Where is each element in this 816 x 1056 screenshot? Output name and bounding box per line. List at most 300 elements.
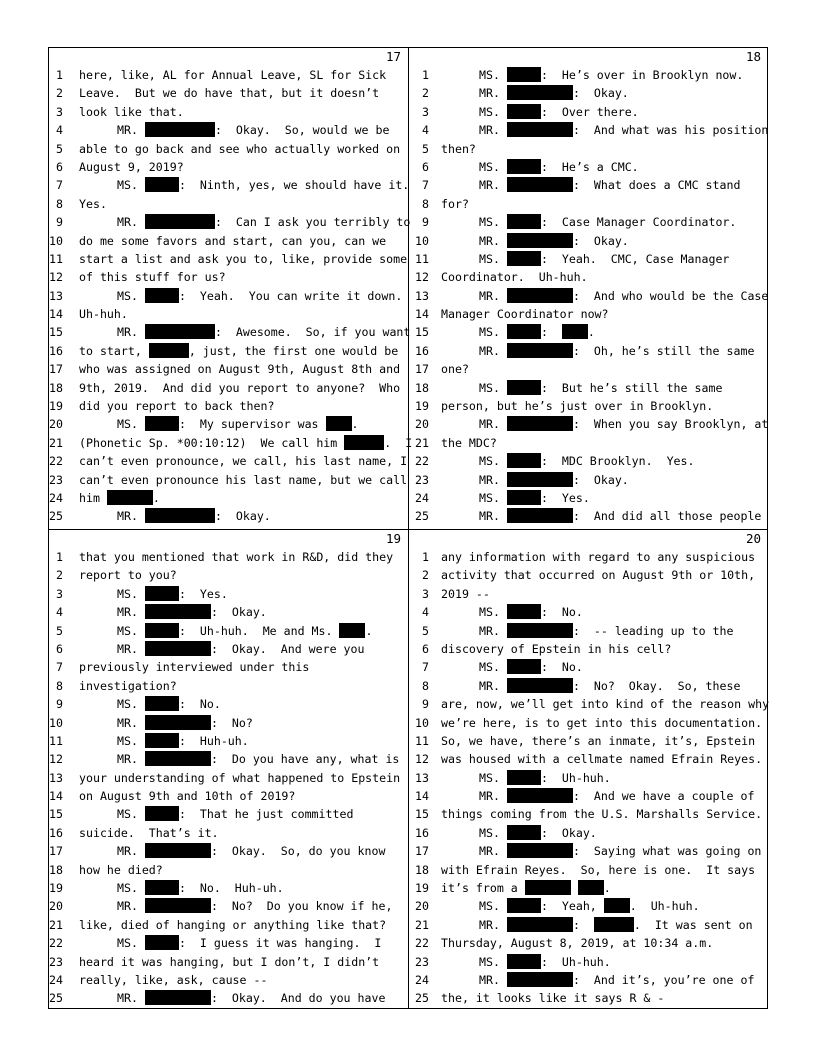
line-number: 23 xyxy=(415,954,429,969)
line-number: 20 xyxy=(415,417,429,432)
line-text: do me some favors and start, can you, can we xyxy=(79,233,387,248)
redaction-bar xyxy=(145,641,211,656)
transcript-page-17 xyxy=(49,48,413,529)
transcript-line xyxy=(49,787,408,805)
line-text: MS. : That he just committed xyxy=(117,807,354,822)
line-number: 23 xyxy=(49,954,63,969)
redaction-bar xyxy=(145,751,211,766)
speaker-label: MR. xyxy=(117,844,138,859)
transcript-line xyxy=(409,415,768,433)
line-text: MS. : Okay. xyxy=(479,825,597,840)
transcript-line xyxy=(409,434,768,452)
line-text: MS. : Yeah. You can write it down. xyxy=(117,288,403,303)
transcript-line xyxy=(409,989,768,1007)
speaker-label: MS. xyxy=(117,623,138,638)
line-number: 14 xyxy=(49,307,63,322)
transcript-line xyxy=(49,695,408,713)
line-text: the, it looks like it says R & - xyxy=(441,991,665,1006)
line-number: 10 xyxy=(415,715,429,730)
line-number: 11 xyxy=(415,251,429,266)
transcript-line xyxy=(409,342,768,360)
transcript-page-20 xyxy=(409,530,768,1011)
transcript-line xyxy=(409,658,768,676)
line-number: 19 xyxy=(415,399,429,414)
redaction-bar xyxy=(145,324,215,339)
line-number: 1 xyxy=(56,550,63,564)
line-text: MS. : Uh-huh. xyxy=(479,954,611,969)
line-number: 16 xyxy=(415,825,429,840)
page-number: 19 xyxy=(385,531,401,546)
line-number: 19 xyxy=(49,399,63,414)
line-text: MS. : Case Manager Coordinator. xyxy=(479,215,737,230)
speaker-label: MS. xyxy=(117,586,138,601)
line-text: MS. : Uh-huh. Me and Ms. . xyxy=(117,623,373,638)
speaker-label: MR. xyxy=(117,715,138,730)
line-number: 10 xyxy=(49,715,63,730)
line-text: start a list and ask you to, like, provide some xyxy=(79,251,408,266)
speaker-label: MS. xyxy=(479,454,500,469)
line-number: 6 xyxy=(422,159,429,174)
redaction-bar xyxy=(145,898,211,913)
transcript-line xyxy=(409,714,768,732)
redaction-bar xyxy=(507,159,541,174)
transcript-line xyxy=(409,695,768,713)
line-number: 16 xyxy=(49,343,63,358)
transcript-line xyxy=(49,658,408,676)
line-text: MR. : What does a CMC stand xyxy=(479,178,741,193)
speaker-label: MR. xyxy=(117,605,138,620)
line-text: MR. : Saying what was going on xyxy=(479,844,762,859)
speaker-label: MS. xyxy=(479,380,500,395)
line-number: 7 xyxy=(56,660,63,675)
line-text: MR. : And did all those people xyxy=(479,509,762,524)
redaction-bar xyxy=(507,843,573,858)
line-text: MR. : And it’s, you’re one of xyxy=(479,972,755,987)
transcript-line xyxy=(49,176,408,194)
redaction-bar xyxy=(507,954,541,969)
line-text: can’t even pronounce his last name, but we call xyxy=(79,472,408,487)
line-text: it’s from a . xyxy=(441,881,611,896)
redaction-bar xyxy=(507,343,573,358)
line-text: MR. : Okay. So, would we be xyxy=(117,123,390,138)
transcript-line xyxy=(409,824,768,842)
speaker-label: MR. xyxy=(479,678,500,693)
speaker-label: MS. xyxy=(117,733,138,748)
line-text: look like that. xyxy=(79,104,184,119)
line-number: 9 xyxy=(422,215,429,230)
redaction-bar xyxy=(145,416,179,431)
line-number: 8 xyxy=(422,196,429,211)
redaction-bar xyxy=(145,586,179,601)
redaction-bar xyxy=(145,715,211,730)
line-number: 3 xyxy=(56,586,63,601)
transcript-line xyxy=(49,861,408,879)
line-number: 5 xyxy=(422,623,429,638)
redaction-bar xyxy=(507,972,573,987)
transcript-line xyxy=(49,916,408,934)
redaction-bar xyxy=(507,233,573,248)
speaker-label: MR. xyxy=(117,509,138,524)
line-number: 2 xyxy=(422,568,429,583)
line-text: suicide. That’s it. xyxy=(79,825,219,840)
line-text: MS. : Huh-uh. xyxy=(117,733,249,748)
line-number: 2 xyxy=(56,86,63,101)
line-text: MR. : Awesome. So, if you want xyxy=(117,325,411,340)
speaker-label: MR. xyxy=(479,86,500,101)
redaction-bar xyxy=(145,214,215,229)
transcript-line xyxy=(409,140,768,158)
speaker-label: MS. xyxy=(117,807,138,822)
line-text: MS. : Over there. xyxy=(479,104,639,119)
transcript-page xyxy=(48,47,768,1009)
transcript-line xyxy=(409,861,768,879)
line-number: 9 xyxy=(56,215,63,230)
redaction-bar xyxy=(507,453,541,468)
speaker-label: MR. xyxy=(117,215,138,230)
transcript-line xyxy=(49,585,408,603)
line-text: MR. : And we have a couple of xyxy=(479,789,755,804)
transcript-lines xyxy=(409,548,768,1008)
line-number: 21 xyxy=(415,435,429,450)
line-number: 18 xyxy=(415,862,429,877)
line-number: 4 xyxy=(56,123,63,138)
line-number: 12 xyxy=(49,752,63,767)
line-text: how he died? xyxy=(79,862,163,877)
transcript-lines xyxy=(49,548,408,1008)
redaction-bar xyxy=(145,843,211,858)
line-number: 23 xyxy=(415,472,429,487)
line-number: 7 xyxy=(422,178,429,193)
line-number: 15 xyxy=(49,325,63,340)
line-text: MS. : He’s over in Brooklyn now. xyxy=(479,68,744,82)
transcript-line xyxy=(409,471,768,489)
transcript-line xyxy=(49,971,408,989)
line-number: 14 xyxy=(415,789,429,804)
line-number: 2 xyxy=(56,568,63,583)
speaker-label: MR. xyxy=(479,509,500,524)
speaker-label: MR. xyxy=(479,472,500,487)
line-number: 16 xyxy=(49,825,63,840)
line-text: MR. : No? Okay. So, these xyxy=(479,678,741,693)
transcript-line xyxy=(49,603,408,621)
transcript-line xyxy=(409,323,768,341)
transcript-line xyxy=(49,434,413,452)
line-number: 9 xyxy=(56,697,63,712)
transcript-page-18 xyxy=(409,48,768,529)
line-text: are, now, we’ll get into kind of the reason why xyxy=(441,697,770,712)
redaction-bar xyxy=(507,177,573,192)
line-text: activity that occurred on August 9th or 10th, xyxy=(441,568,756,583)
transcript-line xyxy=(49,640,408,658)
line-number: 21 xyxy=(49,917,63,932)
line-text: that you mentioned that work in R&D, did they xyxy=(79,550,394,564)
redaction-bar xyxy=(562,324,588,339)
transcript-line xyxy=(409,452,768,470)
line-number: 21 xyxy=(415,917,429,932)
redaction-bar xyxy=(507,788,573,803)
line-text: on August 9th and 10th of 2019? xyxy=(79,789,296,804)
line-number: 5 xyxy=(422,141,429,156)
line-text: person, but he’s just over in Brooklyn. xyxy=(441,399,714,414)
line-number: 25 xyxy=(49,991,63,1006)
line-text: was housed with a cellmate named Efrain Reyes. xyxy=(441,752,763,767)
line-text: MR. : -- leading up to the xyxy=(479,623,734,638)
redaction-bar xyxy=(507,85,573,100)
transcript-line xyxy=(409,585,768,603)
redaction-bar xyxy=(145,880,179,895)
transcript-line xyxy=(409,934,768,952)
speaker-label: MS. xyxy=(479,899,500,914)
line-text: MS. : My supervisor was . xyxy=(117,417,359,432)
redaction-bar xyxy=(145,122,215,137)
line-number: 6 xyxy=(422,641,429,656)
redaction-bar xyxy=(145,288,179,303)
line-number: 17 xyxy=(415,844,429,859)
transcript-line xyxy=(49,232,408,250)
line-number: 1 xyxy=(422,68,429,82)
transcript-line xyxy=(49,140,408,158)
line-text: Yes. xyxy=(79,196,107,211)
line-number: 3 xyxy=(422,104,429,119)
speaker-label: MR. xyxy=(479,417,500,432)
redaction-bar xyxy=(145,696,179,711)
line-text: MR. : No? xyxy=(117,715,253,730)
line-text: MS. : No. xyxy=(479,605,583,620)
line-text: MS. : Yes. xyxy=(117,586,228,601)
speaker-label: MS. xyxy=(479,251,500,266)
line-text: MS. : Yeah, . Uh-huh. xyxy=(479,899,700,914)
line-number: 4 xyxy=(56,605,63,620)
line-text: with Efrain Reyes. So, here is one. It says xyxy=(441,862,756,877)
line-text: MR. : And what was his position xyxy=(479,123,769,138)
redaction-bar xyxy=(525,880,571,895)
transcript-line xyxy=(49,934,408,952)
redaction-bar xyxy=(326,416,352,431)
transcript-line xyxy=(49,769,408,787)
transcript-line xyxy=(409,507,768,525)
transcript-line xyxy=(49,158,408,176)
line-text: MS. : No. Huh-uh. xyxy=(117,881,284,896)
speaker-label: MR. xyxy=(479,917,500,932)
speaker-label: MR. xyxy=(117,123,138,138)
redaction-bar xyxy=(507,380,541,395)
line-text: who was assigned on August 9th, August 8th and xyxy=(79,362,401,377)
redaction-bar xyxy=(507,825,541,840)
transcript-line xyxy=(409,158,768,176)
line-text: then? xyxy=(441,141,476,156)
line-text: August 9, 2019? xyxy=(79,159,184,174)
speaker-label: MS. xyxy=(117,178,138,193)
speaker-label: MR. xyxy=(117,325,138,340)
transcript-line xyxy=(409,232,768,250)
line-number: 10 xyxy=(415,233,429,248)
line-text: MS. : I guess it was hanging. I xyxy=(117,936,382,951)
redaction-bar xyxy=(507,490,541,505)
line-number: 17 xyxy=(49,844,63,859)
line-number: 22 xyxy=(49,936,63,951)
line-number: 7 xyxy=(56,178,63,193)
line-text: did you report to back then? xyxy=(79,399,275,414)
page-number: 18 xyxy=(745,49,761,64)
line-text: (Phonetic Sp. *00:10:12) We call him . I xyxy=(79,435,413,450)
line-text: your understanding of what happened to Epstein xyxy=(79,770,401,785)
redaction-bar xyxy=(507,67,541,82)
line-text: Uh-huh. xyxy=(79,307,128,322)
redaction-bar xyxy=(507,604,541,619)
line-number: 24 xyxy=(49,972,63,987)
line-number: 12 xyxy=(415,270,429,285)
redaction-bar xyxy=(149,343,189,358)
speaker-label: MS. xyxy=(479,68,500,82)
line-number: 12 xyxy=(415,752,429,767)
line-number: 15 xyxy=(415,807,429,822)
redaction-bar xyxy=(145,508,215,523)
redaction-bar xyxy=(145,806,179,821)
line-text: things coming from the U.S. Marshalls Service. xyxy=(441,807,763,822)
transcript-line xyxy=(49,989,408,1007)
line-number: 2 xyxy=(422,86,429,101)
line-text: MS. : He’s a CMC. xyxy=(479,159,639,174)
redaction-bar xyxy=(507,472,573,487)
line-text: previously interviewed under this xyxy=(79,660,310,675)
redaction-bar xyxy=(507,416,573,431)
line-number: 13 xyxy=(49,770,63,785)
transcript-line xyxy=(49,360,408,378)
redaction-bar xyxy=(507,214,541,229)
line-text: MR. : Can I ask you terribly to xyxy=(117,215,411,230)
speaker-label: MR. xyxy=(479,844,500,859)
line-text: MR. : Okay. xyxy=(479,233,629,248)
speaker-label: MR. xyxy=(479,343,500,358)
line-text: So, we have, there’s an inmate, it’s, Epstein xyxy=(441,733,756,748)
line-number: 13 xyxy=(415,770,429,785)
transcript-line xyxy=(49,897,408,915)
line-text: MR. : . It was sent on xyxy=(479,917,753,932)
line-number: 20 xyxy=(49,899,63,914)
speaker-label: MR. xyxy=(479,123,500,138)
line-number: 17 xyxy=(49,362,63,377)
redaction-bar xyxy=(507,324,541,339)
transcript-line xyxy=(409,622,768,640)
line-text: of this stuff for us? xyxy=(79,270,226,285)
redaction-bar xyxy=(145,733,179,748)
transcript-line xyxy=(409,916,768,934)
line-text: Coordinator. Uh-huh. xyxy=(441,270,588,285)
line-number: 8 xyxy=(56,678,63,693)
speaker-label: MS. xyxy=(479,770,500,785)
redaction-bar xyxy=(507,678,573,693)
line-number: 11 xyxy=(49,251,63,266)
line-number: 4 xyxy=(422,605,429,620)
line-text: the MDC? xyxy=(441,435,497,450)
line-text: here, like, AL for Annual Leave, SL for Sick xyxy=(79,68,387,82)
line-text: MS. : Uh-huh. xyxy=(479,770,611,785)
line-number: 3 xyxy=(422,586,429,601)
transcript-line xyxy=(409,268,768,286)
transcript-line xyxy=(49,195,408,213)
transcript-line xyxy=(49,566,408,584)
transcript-line xyxy=(409,566,768,584)
line-text: MS. : Yeah. CMC, Case Manager xyxy=(479,251,730,266)
line-text: investigation? xyxy=(79,678,177,693)
line-text: Manager Coordinator now? xyxy=(441,307,609,322)
transcript-line xyxy=(49,323,411,341)
line-number: 9 xyxy=(422,697,429,712)
line-text: MS. : No. xyxy=(117,697,221,712)
speaker-label: MS. xyxy=(479,490,500,505)
line-number: 13 xyxy=(49,288,63,303)
line-number: 18 xyxy=(49,380,63,395)
line-number: 22 xyxy=(415,936,429,951)
line-text: MS. : No. xyxy=(479,660,583,675)
transcript-line xyxy=(49,379,408,397)
transcript-line xyxy=(409,489,768,507)
transcript-line xyxy=(409,953,768,971)
line-text: MR. : Okay. xyxy=(479,472,629,487)
line-text: any information with regard to any suspicious xyxy=(441,550,756,564)
line-text: Leave. But we do have that, but it doesn’t xyxy=(79,86,380,101)
line-text: MR. : Do you have any, what is xyxy=(117,752,400,767)
transcript-line xyxy=(49,121,408,139)
line-text: 2019 -- xyxy=(441,586,490,601)
redaction-bar xyxy=(107,490,153,505)
line-number: 24 xyxy=(415,972,429,987)
transcript-line xyxy=(49,548,408,566)
redaction-bar xyxy=(604,898,630,913)
speaker-label: MR. xyxy=(479,288,500,303)
redaction-bar xyxy=(145,177,179,192)
line-text: MR. : Okay. And do you have xyxy=(117,991,386,1006)
speaker-label: MS. xyxy=(479,104,500,119)
speaker-label: MS. xyxy=(117,881,138,896)
line-number: 21 xyxy=(49,435,63,450)
redaction-bar xyxy=(507,122,573,137)
speaker-label: MR. xyxy=(479,972,500,987)
transcript-line xyxy=(49,268,408,286)
line-number: 12 xyxy=(49,270,63,285)
line-number: 25 xyxy=(415,991,429,1006)
line-number: 4 xyxy=(422,123,429,138)
redaction-bar xyxy=(507,251,541,266)
speaker-label: MR. xyxy=(479,178,500,193)
speaker-label: MS. xyxy=(479,159,500,174)
redaction-bar xyxy=(507,623,573,638)
line-text: MR. : Okay. xyxy=(117,509,271,524)
line-number: 22 xyxy=(49,454,63,469)
transcript-line xyxy=(49,732,408,750)
redaction-bar xyxy=(507,508,573,523)
line-number: 24 xyxy=(49,490,63,505)
line-text: to start, , just, the first one would be xyxy=(79,343,399,358)
redaction-bar xyxy=(344,435,384,450)
transcript-lines xyxy=(409,66,768,526)
transcript-line xyxy=(409,769,768,787)
speaker-label: MR. xyxy=(117,641,138,656)
line-text: MR. : No? Do you know if he, xyxy=(117,899,393,914)
transcript-line xyxy=(409,732,768,750)
line-number: 15 xyxy=(415,325,429,340)
line-number: 6 xyxy=(56,641,63,656)
transcript-line xyxy=(409,66,768,84)
line-text: MR. : Okay. xyxy=(117,605,267,620)
line-number: 20 xyxy=(415,899,429,914)
line-text: MR. : Oh, he’s still the same xyxy=(479,343,755,358)
line-number: 15 xyxy=(49,807,63,822)
transcript-line xyxy=(49,750,408,768)
line-text: MS. : Yes. xyxy=(479,490,590,505)
line-text: able to go back and see who actually worked on xyxy=(79,141,401,156)
speaker-label: MR. xyxy=(117,899,138,914)
